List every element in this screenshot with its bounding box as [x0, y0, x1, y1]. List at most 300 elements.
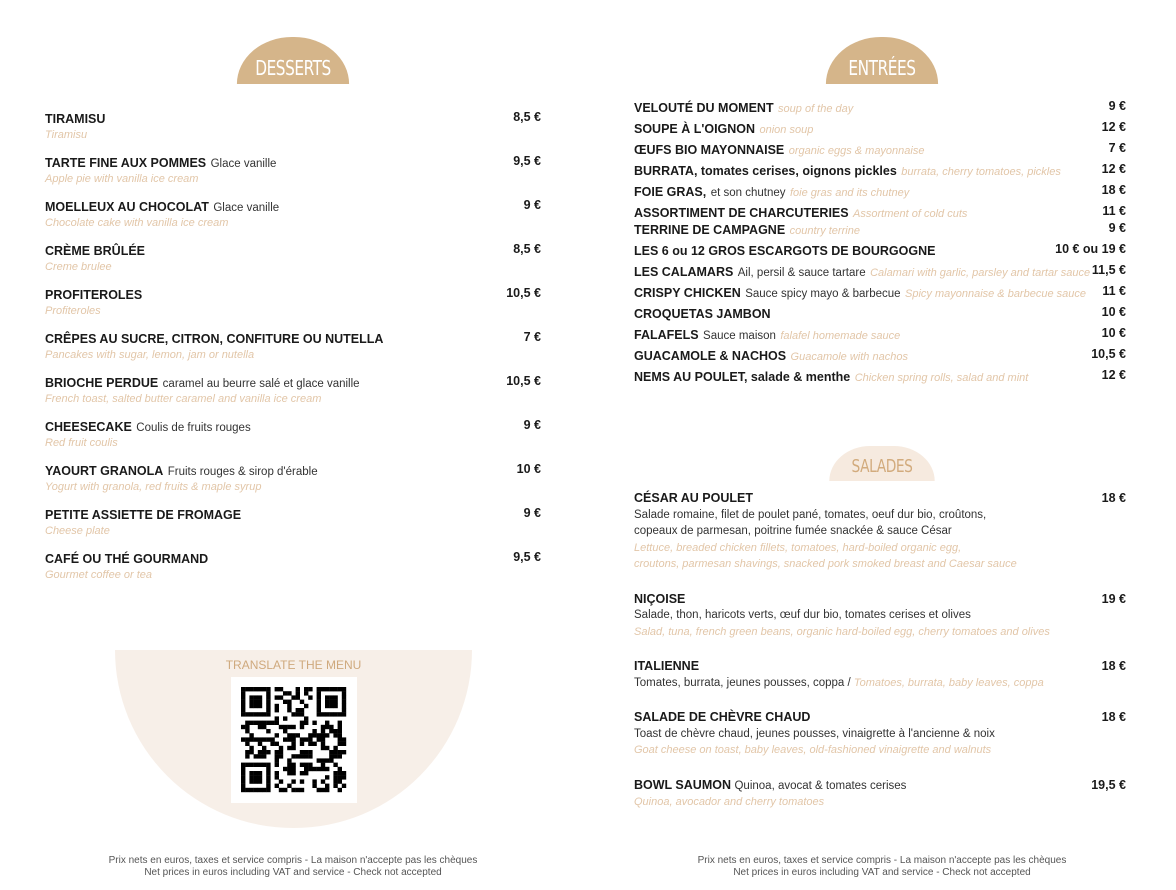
- qr-module: [241, 691, 245, 695]
- qr-module: [300, 708, 304, 712]
- menu-item: [634, 490, 1126, 573]
- qr-module: [308, 742, 312, 746]
- qr-module: [321, 763, 325, 767]
- qr-module: [266, 788, 270, 792]
- qr-module: [317, 708, 321, 712]
- item-price: 7 €: [1108, 141, 1126, 155]
- qr-module: [329, 750, 333, 754]
- qr-module: [317, 758, 321, 762]
- item-translation: Quinoa, avocador and cherry tomatoes: [634, 796, 825, 808]
- item-price: 10,5 €: [506, 374, 541, 388]
- qr-module: [254, 712, 258, 716]
- qr-module: [275, 695, 279, 699]
- qr-module: [266, 712, 270, 716]
- qr-module: [266, 779, 270, 783]
- qr-module: [321, 687, 325, 691]
- item-price: 12 €: [1101, 368, 1126, 382]
- qr-module: [241, 725, 245, 729]
- qr-module: [275, 733, 279, 737]
- qr-module: [241, 779, 245, 783]
- item-name-line: [634, 490, 1126, 507]
- item-name: BURRATA, tomates cerises, oignons pickles: [634, 164, 897, 178]
- menu-item: [634, 263, 1126, 284]
- qr-module: [325, 687, 329, 691]
- qr-module: [338, 729, 342, 733]
- qr-module: [241, 737, 245, 741]
- qr-module: [312, 721, 316, 725]
- qr-module: [291, 771, 295, 775]
- qr-module: [333, 746, 337, 750]
- qr-module: [338, 687, 342, 691]
- qr-module: [245, 742, 249, 746]
- item-description: Ail, persil & sauce tartare: [737, 267, 866, 279]
- item-description: et son chutney: [710, 187, 786, 199]
- menu-item: [45, 550, 541, 594]
- qr-code[interactable]: [231, 677, 357, 803]
- qr-module: [241, 695, 245, 699]
- qr-module: [279, 750, 283, 754]
- menu-item: [634, 709, 1126, 759]
- qr-module: [249, 750, 253, 754]
- qr-module: [291, 767, 295, 771]
- qr-module: [338, 779, 342, 783]
- qr-module: [317, 691, 321, 695]
- qr-module: [283, 788, 287, 792]
- footer-line-en: Net prices in euros including VAT and service - Check not accepted: [733, 867, 1031, 878]
- qr-module: [279, 788, 283, 792]
- qr-module: [338, 742, 342, 746]
- qr-module: [325, 758, 329, 762]
- qr-module: [262, 712, 266, 716]
- qr-module: [287, 784, 291, 788]
- qr-module: [254, 779, 258, 783]
- menu-item: [45, 198, 541, 242]
- qr-module: [266, 704, 270, 708]
- item-price: 19,5 €: [1091, 777, 1126, 792]
- qr-module: [317, 687, 321, 691]
- qr-module: [317, 788, 321, 792]
- item-name-line: [634, 658, 1126, 675]
- qr-module: [254, 763, 258, 767]
- item-translation: Assortment of cold cuts: [853, 208, 968, 220]
- item-price: 10,5 €: [1091, 347, 1126, 361]
- qr-module: [312, 779, 316, 783]
- item-name: ITALIENNE: [634, 659, 700, 673]
- item-name: NIÇOISE: [634, 591, 686, 606]
- qr-module: [321, 737, 325, 741]
- qr-module: [304, 771, 308, 775]
- qr-module: [241, 704, 245, 708]
- item-price: 9 €: [523, 198, 541, 212]
- item-name: ASSORTIMENT DE CHARCUTERIES: [634, 206, 849, 220]
- qr-module: [258, 763, 262, 767]
- item-translation: Creme brulee: [45, 261, 112, 273]
- item-price: 18 €: [1101, 491, 1126, 505]
- item-price: 18 €: [1101, 710, 1126, 724]
- qr-module: [241, 763, 245, 767]
- footer-line-fr: Prix nets en euros, taxes et service compris - La maison n'accepte pas les chèques: [697, 855, 1067, 866]
- item-translation: Profiteroles: [45, 305, 101, 317]
- qr-module: [249, 700, 253, 704]
- qr-module: [291, 788, 295, 792]
- qr-module: [321, 729, 325, 733]
- qr-module: [258, 700, 262, 704]
- item-price: 9 €: [1108, 221, 1126, 235]
- qr-module: [287, 767, 291, 771]
- qr-module: [338, 725, 342, 729]
- menu-item: [45, 154, 541, 198]
- qr-module: [291, 746, 295, 750]
- qr-module: [245, 729, 249, 733]
- qr-module: [291, 712, 295, 716]
- item-price: 10 €: [1101, 326, 1126, 340]
- qr-module: [317, 733, 321, 737]
- qr-module: [245, 687, 249, 691]
- item-price: 11,5 €: [1091, 263, 1126, 277]
- qr-module: [329, 712, 333, 716]
- item-description: Fruits rouges & sirop d'érable: [167, 466, 318, 478]
- menu-item: [634, 591, 1126, 641]
- qr-module: [291, 754, 295, 758]
- qr-module: [283, 725, 287, 729]
- qr-module: [266, 771, 270, 775]
- item-name: TARTE FINE AUX POMMES: [45, 156, 207, 170]
- qr-module: [342, 712, 346, 716]
- item-price: 9 €: [523, 506, 541, 520]
- qr-module: [275, 758, 279, 762]
- item-translation: croutons, parmesan shavings, snacked pork smoked breast and Caesar sauce: [634, 558, 1017, 570]
- qr-module: [266, 691, 270, 695]
- qr-module: [300, 725, 304, 729]
- item-translation: Apple pie with vanilla ice cream: [45, 173, 199, 185]
- item-name: BRIOCHE PERDUE: [45, 376, 159, 390]
- qr-module: [333, 775, 337, 779]
- qr-module: [342, 695, 346, 699]
- item-price: 11 €: [1102, 204, 1126, 218]
- item-name: GUACAMOLE & NACHOS: [634, 349, 787, 363]
- qr-module: [266, 763, 270, 767]
- qr-module: [333, 754, 337, 758]
- item-translation: burrata, cherry tomatoes, pickles: [901, 166, 1061, 178]
- qr-module: [245, 754, 249, 758]
- qr-module: [258, 775, 262, 779]
- qr-module: [325, 695, 329, 699]
- menu-item: [634, 99, 1126, 120]
- qr-module: [266, 750, 270, 754]
- qr-module: [241, 788, 245, 792]
- item-name: TERRINE DE CAMPAGNE: [634, 223, 786, 237]
- qr-module: [283, 716, 287, 720]
- qr-module: [270, 721, 274, 725]
- item-name: BOWL SAUMON: [634, 777, 731, 792]
- item-translation: French toast, salted butter caramel and vanilla ice cream: [45, 393, 322, 405]
- qr-module: [249, 737, 253, 741]
- qr-module: [241, 784, 245, 788]
- qr-module: [245, 750, 249, 754]
- qr-module: [308, 750, 312, 754]
- qr-module: [333, 779, 337, 783]
- qr-module: [249, 788, 253, 792]
- qr-module: [287, 691, 291, 695]
- qr-module: [262, 750, 266, 754]
- qr-module: [287, 746, 291, 750]
- qr-module: [338, 788, 342, 792]
- item-price: 12 €: [1101, 162, 1126, 176]
- qr-module: [329, 687, 333, 691]
- qr-module: [321, 788, 325, 792]
- item-price: 8,5 €: [513, 242, 541, 256]
- qr-module: [258, 695, 262, 699]
- qr-module: [266, 695, 270, 699]
- item-name: PROFITEROLES: [45, 288, 143, 302]
- item-translation: country terrine: [789, 225, 860, 237]
- qr-module: [241, 775, 245, 779]
- qr-module: [283, 700, 287, 704]
- item-name: FOIE GRAS,: [634, 185, 707, 199]
- qr-module: [291, 737, 295, 741]
- qr-module: [245, 737, 249, 741]
- qr-module: [329, 704, 333, 708]
- qr-module: [275, 721, 279, 725]
- qr-module: [270, 737, 274, 741]
- item-translation: Tiramisu: [45, 129, 88, 141]
- qr-module: [338, 733, 342, 737]
- qr-module: [266, 784, 270, 788]
- qr-module: [325, 788, 329, 792]
- qr-module: [296, 712, 300, 716]
- salades-list: [634, 490, 1126, 829]
- item-name: LES 6 ou 12 GROS ESCARGOTS DE BOURGOGNE: [634, 244, 936, 258]
- entrees-list: [634, 99, 1126, 389]
- qr-module: [279, 746, 283, 750]
- qr-module: [304, 716, 308, 720]
- qr-module: [342, 704, 346, 708]
- menu-item: [634, 305, 1126, 326]
- qr-module: [333, 700, 337, 704]
- qr-module: [262, 725, 266, 729]
- item-name: LES CALAMARS: [634, 265, 734, 279]
- qr-module: [308, 767, 312, 771]
- footer-line-fr: Prix nets en euros, taxes et service compris - La maison n'accepte pas les chèques: [108, 855, 478, 866]
- qr-module: [258, 721, 262, 725]
- entrees-header: [826, 37, 938, 84]
- qr-module: [325, 733, 329, 737]
- item-price: 9 €: [1108, 99, 1126, 113]
- footer-line-en: Net prices in euros including VAT and service - Check not accepted: [144, 867, 442, 878]
- desserts-header: [237, 37, 349, 84]
- qr-module: [317, 700, 321, 704]
- qr-module: [325, 767, 329, 771]
- qr-module: [317, 695, 321, 699]
- qr-module: [249, 779, 253, 783]
- item-name: TIRAMISU: [45, 112, 106, 126]
- qr-module: [275, 750, 279, 754]
- qr-module: [283, 737, 287, 741]
- translate-title: TRANSLATE THE MENU: [225, 658, 362, 672]
- item-name: NEMS AU POULET, salade & menthe: [634, 370, 851, 384]
- qr-module: [300, 737, 304, 741]
- qr-module: [325, 700, 329, 704]
- qr-module: [342, 750, 346, 754]
- qr-module: [296, 708, 300, 712]
- item-translation: Spicy mayonnaise & barbecue sauce: [904, 288, 1086, 300]
- qr-module: [300, 750, 304, 754]
- qr-module: [266, 721, 270, 725]
- qr-module: [249, 695, 253, 699]
- item-translation: Pancakes with sugar, lemon, jam or nutella: [45, 349, 255, 361]
- qr-module: [321, 746, 325, 750]
- item-price: 10 € ou 19 €: [1055, 242, 1126, 256]
- qr-module: [338, 754, 342, 758]
- item-price: 8,5 €: [513, 110, 541, 124]
- item-price: 9,5 €: [513, 154, 541, 168]
- menu-item: [45, 242, 541, 286]
- item-translation: foie gras and its chutney: [789, 187, 910, 199]
- qr-module: [241, 687, 245, 691]
- qr-module: [254, 771, 258, 775]
- qr-module: [249, 721, 253, 725]
- qr-module: [300, 742, 304, 746]
- qr-module: [266, 708, 270, 712]
- qr-module: [317, 712, 321, 716]
- qr-module: [321, 733, 325, 737]
- qr-module: [245, 763, 249, 767]
- qr-module: [333, 729, 337, 733]
- qr-module: [304, 763, 308, 767]
- qr-module: [325, 784, 329, 788]
- qr-module: [304, 767, 308, 771]
- item-description: Tomates, burrata, jeunes pousses, coppa /: [634, 676, 851, 689]
- qr-module: [300, 712, 304, 716]
- qr-module: [245, 788, 249, 792]
- item-translation: Salad, tuna, french green beans, organic hard-boiled egg, cherry tomatoes and olives: [634, 625, 1050, 638]
- qr-module: [304, 750, 308, 754]
- qr-module: [304, 721, 308, 725]
- qr-module: [287, 700, 291, 704]
- qr-module: [275, 775, 279, 779]
- item-name: CHEESECAKE: [45, 420, 132, 434]
- qr-module: [287, 704, 291, 708]
- qr-module: [249, 746, 253, 750]
- item-name: PETITE ASSIETTE DE FROMAGE: [45, 508, 242, 522]
- entrees-title: ENTRÉES: [848, 56, 916, 80]
- item-description: Glace vanille: [210, 158, 277, 170]
- item-price: 9,5 €: [513, 550, 541, 564]
- item-description: Salade romaine, filet de poulet pané, tomates, oeuf dur bio, croûtons,: [634, 508, 987, 521]
- menu-item: [45, 330, 541, 374]
- qr-module: [296, 687, 300, 691]
- item-translation: Goat cheese on toast, baby leaves, old-fashioned vinaigrette and walnuts: [634, 744, 992, 756]
- menu-item: [634, 658, 1126, 691]
- menu-item: [634, 777, 1126, 811]
- item-translation: organic eggs & mayonnaise: [788, 145, 925, 157]
- qr-module: [296, 695, 300, 699]
- item-translation: soup of the day: [778, 103, 854, 115]
- qr-module: [254, 788, 258, 792]
- item-name: CAFÉ OU THÉ GOURMAND: [45, 552, 209, 566]
- qr-module: [312, 742, 316, 746]
- menu-item: [634, 368, 1126, 389]
- menu-item: [45, 418, 541, 462]
- qr-module: [254, 687, 258, 691]
- qr-module: [262, 788, 266, 792]
- qr-module: [254, 721, 258, 725]
- qr-module: [275, 687, 279, 691]
- menu-item: [634, 183, 1126, 204]
- qr-module: [275, 784, 279, 788]
- qr-module: [325, 746, 329, 750]
- qr-module: [312, 729, 316, 733]
- menu-item: [634, 347, 1126, 368]
- qr-module: [262, 754, 266, 758]
- qr-module: [317, 704, 321, 708]
- qr-module: [338, 771, 342, 775]
- qr-module: [325, 704, 329, 708]
- qr-module: [249, 687, 253, 691]
- item-translation: onion soup: [759, 124, 814, 136]
- item-description: Sauce spicy mayo & barbecue: [745, 288, 901, 300]
- menu-item: [45, 506, 541, 550]
- menu-item: [45, 110, 541, 154]
- qr-module: [325, 721, 329, 725]
- qr-module: [317, 767, 321, 771]
- qr-module: [312, 784, 316, 788]
- menu-item: [634, 221, 1126, 242]
- qr-code-icon: [231, 677, 357, 803]
- qr-module: [304, 691, 308, 695]
- qr-module: [245, 725, 249, 729]
- item-description: Toast de chèvre chaud, jeunes pousses, vinaigrette à l'ancienne & noix: [634, 727, 995, 740]
- qr-module: [342, 771, 346, 775]
- footer-left: [43, 855, 543, 879]
- qr-module: [308, 763, 312, 767]
- qr-module: [258, 742, 262, 746]
- item-translation: Red fruit coulis: [45, 437, 118, 449]
- qr-module: [321, 712, 325, 716]
- qr-module: [249, 712, 253, 716]
- qr-module: [300, 779, 304, 783]
- qr-module: [241, 700, 245, 704]
- item-description: Quinoa, avocat & tomates cerises: [734, 779, 907, 792]
- qr-module: [266, 737, 270, 741]
- qr-module: [338, 712, 342, 716]
- item-translation: Lettuce, breaded chicken fillets, tomatoes, hard-boiled organic egg,: [634, 541, 962, 554]
- qr-module: [304, 737, 308, 741]
- qr-module: [333, 712, 337, 716]
- menu-item: [45, 286, 541, 330]
- qr-module: [287, 733, 291, 737]
- item-price: 10 €: [1101, 305, 1126, 319]
- menu-item: [634, 141, 1126, 162]
- qr-module: [291, 733, 295, 737]
- item-name: CRISPY CHICKEN: [634, 286, 741, 300]
- item-price: 19 €: [1101, 591, 1126, 606]
- qr-module: [258, 750, 262, 754]
- item-translation: Guacamole with nachos: [790, 351, 908, 363]
- salades-title: SALADES: [851, 456, 913, 477]
- qr-module: [287, 771, 291, 775]
- qr-module: [329, 729, 333, 733]
- qr-module: [254, 704, 258, 708]
- item-translation: Tomatoes, burrata, baby leaves, coppa: [853, 676, 1044, 689]
- qr-module: [241, 771, 245, 775]
- item-price: 11 €: [1102, 284, 1126, 298]
- item-translation: Calamari with garlic, parsley and tartar sauce: [870, 267, 1091, 279]
- qr-module: [275, 771, 279, 775]
- qr-module: [266, 687, 270, 691]
- qr-module: [283, 729, 287, 733]
- qr-module: [338, 775, 342, 779]
